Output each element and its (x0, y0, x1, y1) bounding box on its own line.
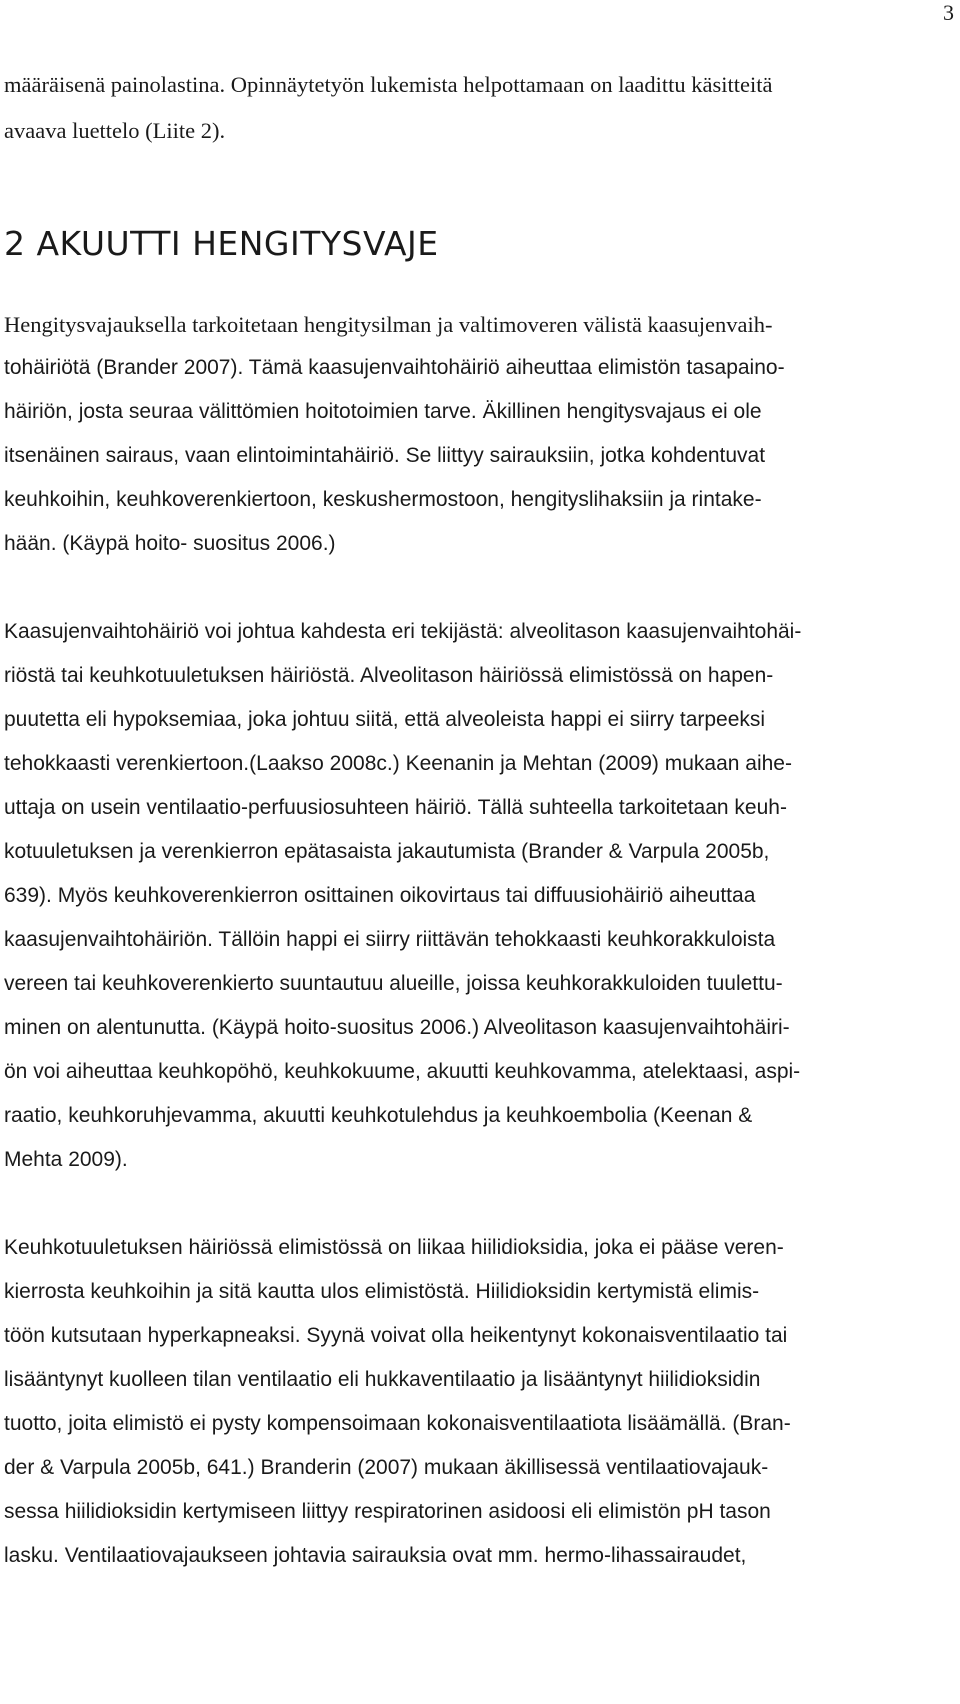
paragraph3-line: töön kutsutaan hyperkapneaksi. Syynä voivat olla heikentynyt kokonaisventilaatio tai (4, 1324, 788, 1347)
intro-line: avaava luettelo (Liite 2). (4, 118, 226, 143)
paragraph3-line: lisääntynyt kuolleen tilan ventilaatio eli hukkaventilaatio ja lisääntynyt hiilidioksidin (4, 1368, 761, 1391)
paragraph1-line: keuhkoihin, keuhkoverenkiertoon, keskushermostoon, hengityslihaksiin ja rintake- (4, 488, 762, 511)
paragraph2-line: Kaasujenvaihtohäiriö voi johtua kahdesta eri tekijästä: alveolitason kaasujenvaihtohäi- (4, 620, 802, 643)
paragraph3-line: der & Varpula 2005b, 641.) Branderin (2007) mukaan äkillisessä ventilaatiovajauk- (4, 1456, 769, 1479)
paragraph1-line: tohäiriötä (Brander 2007). Tämä kaasujenvaihtohäiriö aiheuttaa elimistön tasapaino- (4, 356, 785, 379)
paragraph2-line: uttaja on usein ventilaatio-perfuusiosuhteen häiriö. Tällä suhteella tarkoitetaan keuh- (4, 796, 787, 819)
paragraph3-line: kierrosta keuhkoihin ja sitä kautta ulos elimistöstä. Hiilidioksidin kertymistä elimis- (4, 1280, 760, 1303)
paragraph2-line: 639). Myös keuhkoverenkierron osittainen oikovirtaus tai diffuusiohäiriö aiheuttaa (4, 884, 756, 907)
section-heading: 2 AKUUTTI HENGITYSVAJE (4, 224, 439, 263)
paragraph2-line: vereen tai keuhkoverenkierto suuntautuu alueille, joissa keuhkorakkuloiden tuulettu- (4, 972, 783, 995)
paragraph3-line: lasku. Ventilaatiovajaukseen johtavia sairauksia ovat mm. hermo-lihassairaudet, (4, 1544, 747, 1567)
intro-line: määräisenä painolastina. Opinnäytetyön lukemista helpottamaan on laadittu käsitteitä (4, 72, 773, 97)
paragraph2-line: raatio, keuhkoruhjevamma, akuutti keuhkotulehdus ja keuhkoembolia (Keenan & (4, 1104, 753, 1127)
paragraph3-line: sessa hiilidioksidin kertymiseen liittyy respiratorinen asidoosi eli elimistön pH tason (4, 1500, 771, 1523)
paragraph1-line: Hengitysvajauksella tarkoitetaan hengitysilman ja valtimoveren välistä kaasujenvaih- (4, 312, 773, 337)
paragraph1-line: itsenäinen sairaus, vaan elintoimintahäiriö. Se liittyy sairauksiin, jotka kohdentuvat (4, 444, 766, 467)
paragraph2-line: kaasujenvaihtohäiriön. Tällöin happi ei siirry riittävän tehokkaasti keuhkorakkuloista (4, 928, 776, 951)
paragraph1-line: häiriön, josta seuraa välittömien hoitotoimien tarve. Äkillinen hengitysvajaus ei ole (4, 400, 762, 423)
paragraph2-line: kotuuletuksen ja verenkierron epätasaista jakautumista (Brander & Varpula 2005b, (4, 840, 770, 863)
paragraph2-line: riöstä tai keuhkotuuletuksen häiriöstä. Alveolitason häiriössä elimistössä on hapen- (4, 664, 774, 687)
paragraph3-line: Keuhkotuuletuksen häiriössä elimistössä on liikaa hiilidioksidia, joka ei pääse veren- (4, 1236, 784, 1259)
paragraph1-line: hään. (Käypä hoito- suositus 2006.) (4, 532, 336, 555)
paragraph3-line: tuotto, joita elimistö ei pysty kompensoimaan kokonaisventilaatiota lisäämällä. (Bran- (4, 1412, 791, 1435)
paragraph2-line: minen on alentunutta. (Käypä hoito-suositus 2006.) Alveolitason kaasujenvaihtohäiri- (4, 1016, 790, 1039)
paragraph2-line: tehokkaasti verenkiertoon.(Laakso 2008c.) Keenanin ja Mehtan (2009) mukaan aihe- (4, 752, 792, 775)
paragraph2-line: puutetta eli hypoksemiaa, joka johtuu siitä, että alveoleista happi ei siirry tarpeeksi (4, 708, 766, 731)
page-number: 3 (943, 0, 954, 25)
paragraph2-line: ön voi aiheuttaa keuhkopöhö, keuhkokuume, akuutti keuhkovamma, atelektaasi, aspi- (4, 1060, 801, 1083)
paragraph2-line: Mehta 2009). (4, 1148, 128, 1171)
